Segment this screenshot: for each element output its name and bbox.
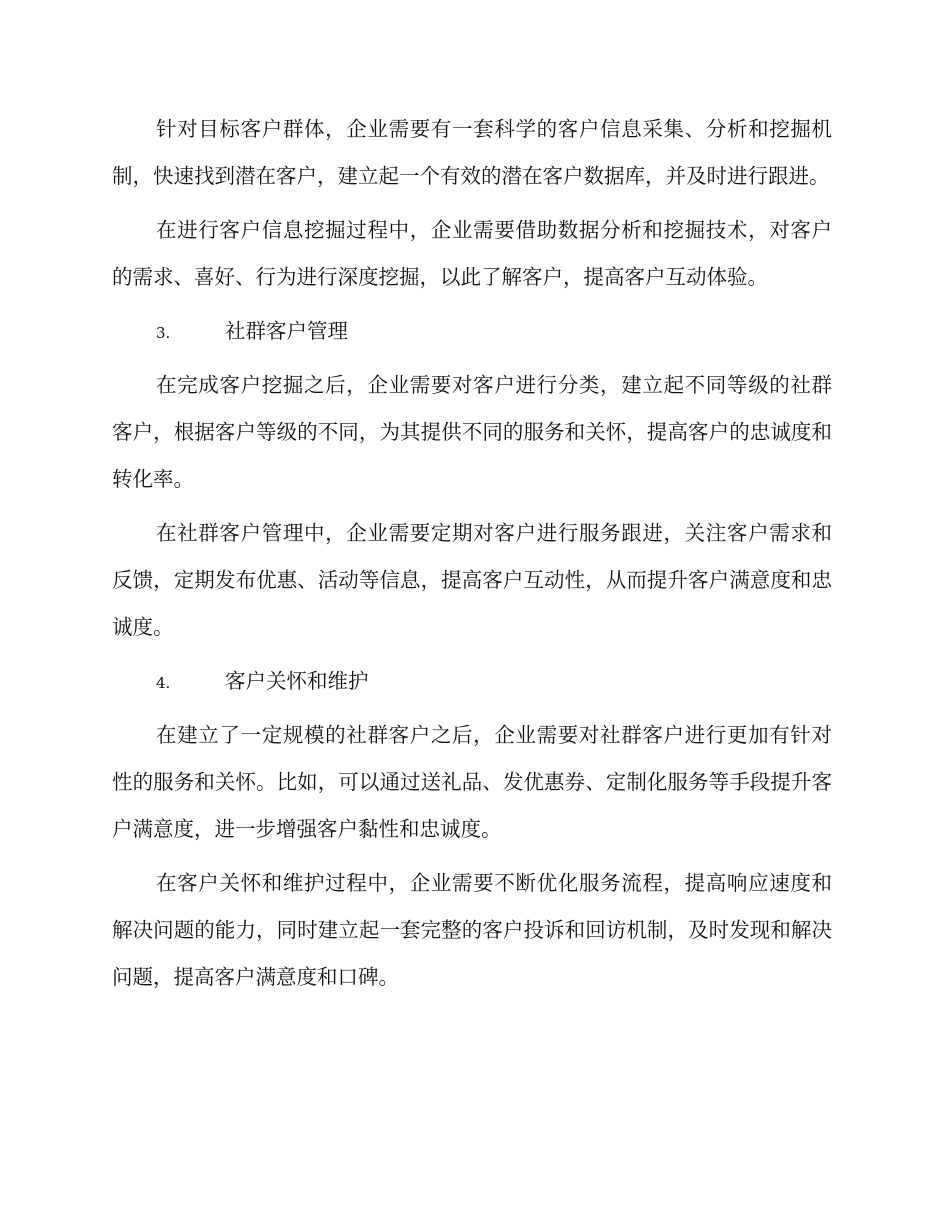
paragraph-5: 在建立了一定规模的社群客户之后，企业需要对社群客户进行更加有针对性的服务和关怀。比如，可以通过送礼品、发优惠券、定制化服务等手段提升客户满意度，进一步增强客户黏性和忠诚度。 (112, 723, 832, 841)
section-title: 社群客户管理 (225, 319, 348, 343)
section-title: 客户关怀和维护 (225, 669, 369, 693)
section-number: 4. (156, 674, 171, 692)
paragraph-4: 在社群客户管理中，企业需要定期对客户进行服务跟进，关注客户需求和反馈，定期发布优惠、活动等信息，提高客户互动性，从而提升客户满意度和忠诚度。 (112, 521, 832, 639)
section-heading-3 (112, 308, 832, 355)
section-heading-4 (112, 658, 832, 705)
paragraph-1: 针对目标客户群体，企业需要有一套科学的客户信息采集、分析和挖掘机制，快速找到潜在客户，建立起一个有效的潜在客户数据库，并及时进行跟进。 (112, 117, 832, 188)
paragraph-6: 在客户关怀和维护过程中，企业需要不断优化服务流程，提高响应速度和解决问题的能力，同时建立起一套完整的客户投诉和回访机制，及时发现和解决问题，提高客户满意度和口碑。 (112, 871, 832, 989)
paragraph-2: 在进行客户信息挖掘过程中，企业需要借助数据分析和挖掘技术，对客户的需求、喜好、行为进行深度挖掘，以此了解客户，提高客户互动体验。 (112, 218, 832, 289)
document-body (112, 106, 832, 1008)
paragraph-3: 在完成客户挖掘之后，企业需要对客户进行分类，建立起不同等级的社群客户，根据客户等级的不同，为其提供不同的服务和关怀，提高客户的忠诚度和转化率。 (112, 373, 832, 491)
section-number: 3. (156, 324, 171, 342)
